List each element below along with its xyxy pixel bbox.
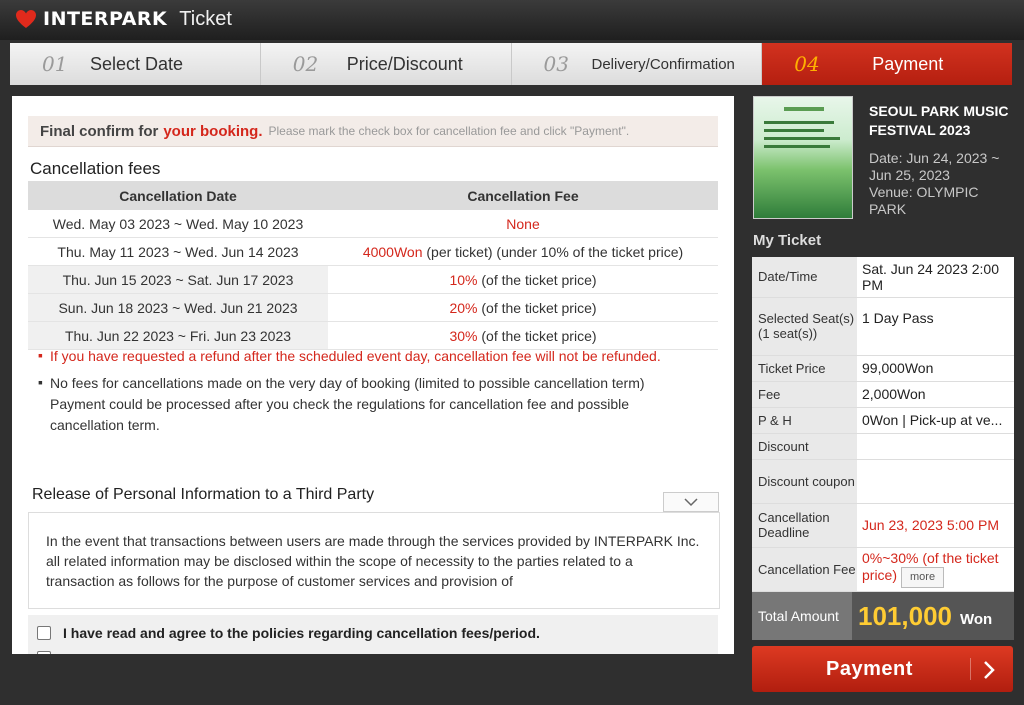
poster-line	[764, 129, 824, 132]
release-title: Release of Personal Information to a Third Party	[32, 486, 375, 503]
final-confirm-bar	[28, 116, 718, 147]
ticket-key: Selected Seat(s) (1 seat(s))	[752, 297, 857, 355]
step-label: Delivery/Confirmation	[591, 55, 735, 73]
ticket-value	[857, 459, 1014, 503]
column-header: Cancellation Date	[28, 181, 328, 210]
step-payment[interactable]	[762, 43, 1012, 85]
booking-steps	[10, 43, 1012, 85]
cancellation-date: Wed. May 03 2023 ~ Wed. May 10 2023	[28, 210, 328, 238]
chevron-down-icon	[683, 497, 699, 507]
step-number: 04	[794, 52, 820, 76]
ticket-row	[752, 503, 1014, 547]
ticket-value: Jun 23, 2023 5:00 PM	[857, 503, 1014, 547]
cancellation-fee	[328, 210, 718, 238]
agree-label: I have read and agree to the policies regarding cancellation fees/period.	[63, 625, 540, 641]
table-row	[28, 238, 718, 266]
ticket-value	[857, 433, 1014, 459]
fee-value: 10%	[449, 271, 478, 288]
agree-third-party-row[interactable]	[28, 651, 718, 654]
product-name: Ticket	[179, 7, 232, 30]
ticket-row	[752, 459, 1014, 503]
ticket-key: Ticket Price	[752, 355, 857, 381]
table-row	[28, 266, 718, 294]
ticket-key: Discount coupon	[752, 459, 857, 503]
poster-line	[764, 137, 840, 140]
brand-name: INTERPARK	[43, 8, 168, 30]
poster-line	[764, 121, 834, 124]
cancellation-date: Thu. May 11 2023 ~ Wed. Jun 14 2023	[28, 238, 328, 266]
release-text: In the event that transactions between users are made through the services provided by INTERPARK Inc. all related information may be disclosed within the scope of necessity to the parties related to a transaction as follows for the purpose of customer services and provision of	[46, 533, 700, 589]
step-price-discount[interactable]	[261, 43, 512, 85]
agree-checkbox[interactable]	[37, 626, 51, 640]
fee-value: 30%	[449, 327, 478, 344]
payment-button-label: Payment	[826, 657, 913, 680]
ticket-key: Cancellation Fee	[752, 547, 857, 591]
ticket-key: Cancellation Deadline	[752, 503, 857, 547]
column-header: Cancellation Fee	[328, 181, 718, 210]
step-number: 02	[292, 52, 319, 76]
heart-logo-icon	[14, 7, 38, 31]
note-text: If you have requested a refund after the scheduled event day, cancellation fee will not be refunded.	[50, 348, 661, 364]
event-date: Date: Jun 24, 2023 ~ Jun 25, 2023	[869, 150, 1000, 183]
step-label: Price/Discount	[346, 53, 463, 74]
fee-value: 4000Won	[362, 243, 423, 260]
fee-note: (of the ticket price)	[477, 327, 597, 344]
cancellation-fee	[328, 266, 718, 294]
total-label: Total Amount	[752, 592, 852, 640]
fee-note: (per ticket) (under 10% of the ticket price)	[422, 243, 684, 260]
table-row	[28, 210, 718, 238]
fee-note: (of the ticket price)	[477, 299, 597, 316]
ticket-value: 1 Day Pass	[857, 297, 1014, 355]
ticket-value: Sat. Jun 24 2023 2:00 PM	[857, 257, 1014, 297]
top-bar	[0, 0, 1024, 40]
interpark-logo[interactable]	[14, 7, 232, 31]
fee-value: None	[506, 215, 540, 232]
cancellation-fees-table	[28, 181, 718, 350]
ticket-key: Date/Time	[752, 257, 857, 297]
button-divider	[970, 658, 971, 680]
confirm-instruction: Please mark the check box for cancellation fee and click "Payment".	[268, 124, 630, 138]
event-title: SEOUL PARK MUSIC FESTIVAL 2023	[869, 103, 1009, 138]
release-expand-button[interactable]	[663, 492, 719, 512]
cancellation-fee	[328, 238, 718, 266]
table-row	[28, 294, 718, 322]
note-text: No fees for cancellations made on the very day of booking (limited to possible cancellation term)	[50, 375, 645, 391]
cancellation-fees-title: Cancellation fees	[30, 159, 161, 178]
ticket-row	[752, 381, 1014, 407]
note-item	[36, 373, 696, 436]
cancellation-date: Thu. Jun 22 2023 ~ Fri. Jun 23 2023	[28, 322, 328, 350]
ticket-row	[752, 297, 1014, 355]
event-venue: Venue: OLYMPIC PARK	[869, 184, 979, 217]
ticket-row	[752, 257, 1014, 297]
step-number: 03	[543, 52, 569, 76]
chevron-right-icon	[982, 660, 996, 680]
fee-value: 20%	[449, 299, 478, 316]
event-info	[869, 150, 1011, 218]
ticket-key: Discount	[752, 433, 857, 459]
poster-title-mark	[784, 107, 824, 111]
fee-note: (of the ticket price)	[477, 271, 597, 288]
total-unit: Won	[959, 610, 993, 628]
ticket-row	[752, 355, 1014, 381]
ticket-value: 2,000Won	[857, 381, 1014, 407]
cancellation-date: Sun. Jun 18 2023 ~ Wed. Jun 21 2023	[28, 294, 328, 322]
note-item	[36, 346, 696, 367]
ticket-value: 99,000Won	[857, 355, 1014, 381]
ticket-row	[752, 407, 1014, 433]
ticket-row	[752, 547, 1014, 591]
ticket-key: Fee	[752, 381, 857, 407]
my-ticket-table	[752, 257, 1014, 592]
confirm-highlight: your booking.	[163, 122, 263, 140]
agree-checkbox[interactable]	[37, 651, 51, 654]
agree-cancellation-row[interactable]	[28, 615, 718, 651]
cancellation-fee-value: 0%~30% (of the ticket price)	[862, 550, 999, 583]
bullet-icon: ▪	[38, 374, 43, 390]
cancellation-date: Thu. Jun 15 2023 ~ Sat. Jun 17 2023	[28, 266, 328, 294]
ticket-value: 0Won | Pick-up at ve...	[857, 407, 1014, 433]
step-select-date[interactable]	[10, 43, 261, 85]
step-label: Select Date	[90, 53, 184, 74]
main-panel	[12, 96, 734, 654]
total-amount-bar	[752, 592, 1014, 640]
release-text-box[interactable]	[28, 512, 720, 609]
confirm-prefix: Final confirm for	[40, 122, 159, 140]
event-poster[interactable]	[753, 96, 853, 219]
cancellation-fee	[328, 294, 718, 322]
total-amount: 101,000	[858, 600, 952, 631]
step-number: 01	[42, 52, 68, 76]
payment-button[interactable]	[752, 646, 1013, 692]
more-button[interactable]: more	[901, 567, 944, 588]
ticket-value	[857, 547, 1014, 591]
bullet-icon: ▪	[38, 347, 43, 363]
step-label: Payment	[872, 53, 944, 74]
total-value	[852, 592, 1014, 640]
ticket-key: P & H	[752, 407, 857, 433]
cancellation-notes	[36, 346, 696, 442]
note-text: Payment could be processed after you check the regulations for cancellation fee and possible cancellation term.	[50, 396, 630, 433]
ticket-row	[752, 433, 1014, 459]
my-ticket-title: My Ticket	[753, 232, 822, 249]
step-delivery-confirmation[interactable]	[512, 43, 763, 85]
poster-line	[764, 145, 830, 148]
